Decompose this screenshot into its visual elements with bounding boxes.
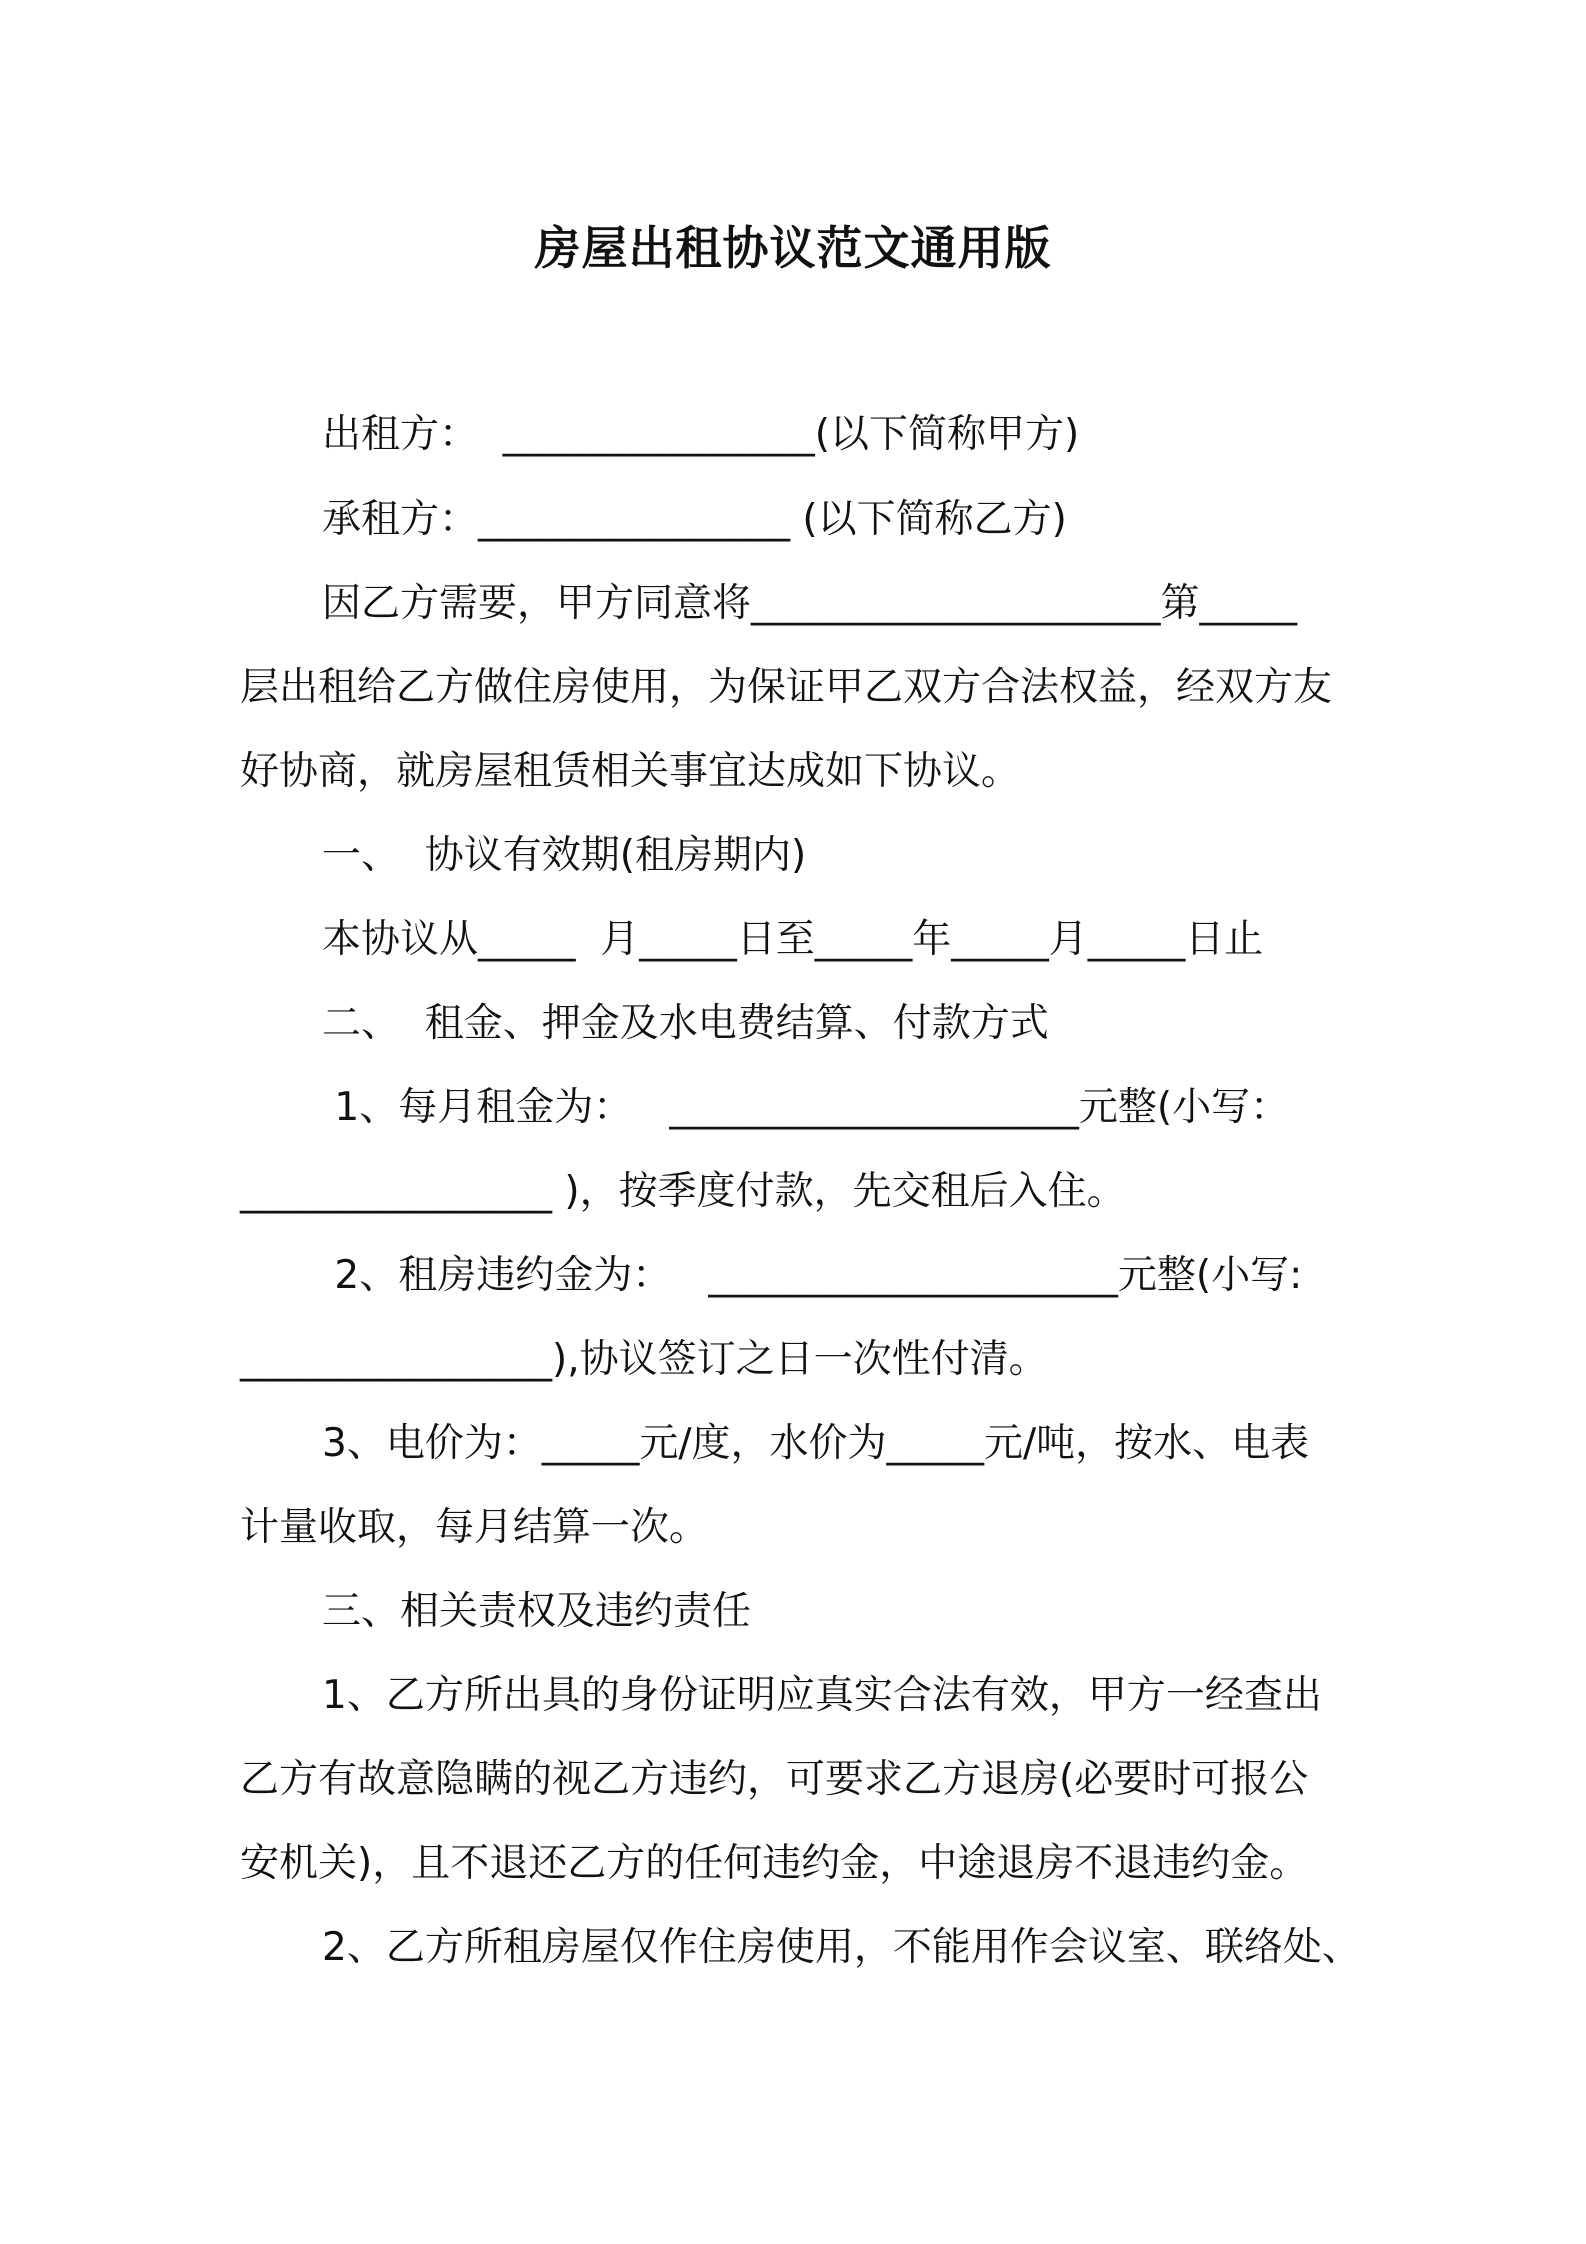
- paragraph-line: 2、乙方所租房屋仅作住房使用，不能用作会议室、联络处、: [322, 1925, 1361, 1970]
- paragraph-line: 好协商，就房屋租赁相关事宜达成如下协议。: [240, 749, 1021, 794]
- paragraph-line: 层出租给乙方做住房使用，为保证甲乙双方合法权益，经双方友: [240, 665, 1333, 710]
- paragraph-line: 乙方有故意隐瞒的视乙方违约，可要求乙方退房(必要时可报公: [240, 1757, 1309, 1802]
- section-heading-2: 二、 租金、押金及水电费结算、付款方式: [322, 1001, 1049, 1046]
- paragraph-line: 安机关)，且不退还乙方的任何违约金，中途退房不退违约金。: [240, 1841, 1309, 1886]
- section-heading-3: 三、相关责权及违约责任: [322, 1589, 752, 1634]
- paragraph-line: 1、乙方所出具的身份证明应真实合法有效，甲方一经查出: [322, 1673, 1322, 1718]
- lessee-line: 承租方：________________ (以下简称乙方): [322, 497, 1067, 542]
- paragraph-line: 1、每月租金为： _____________________元整(小写：: [322, 1085, 1290, 1130]
- paragraph-line: ________________ )，按季度付款，先交租后入住。: [240, 1169, 1126, 1214]
- lessor-line: 出租方： ________________(以下简称甲方): [322, 412, 1080, 457]
- section-heading-1: 一、 协议有效期(租房期内): [322, 833, 807, 878]
- paragraph-line: 2、租房违约金为： _____________________元整(小写:: [322, 1253, 1303, 1298]
- document-title: 房屋出租协议范文通用版: [534, 221, 1052, 275]
- paragraph-line: 因乙方需要，甲方同意将_____________________第_____: [322, 581, 1298, 626]
- paragraph-line: 计量收取，每月结算一次。: [240, 1505, 709, 1550]
- paragraph-line: 本协议从_____ 月_____日至_____年_____月_____日止: [322, 917, 1264, 962]
- paragraph-line: ________________),协议签订之日一次性付清。: [240, 1337, 1048, 1382]
- paragraph-line: 3、电价为：_____元/度，水价为_____元/吨，按水、电表: [322, 1421, 1310, 1466]
